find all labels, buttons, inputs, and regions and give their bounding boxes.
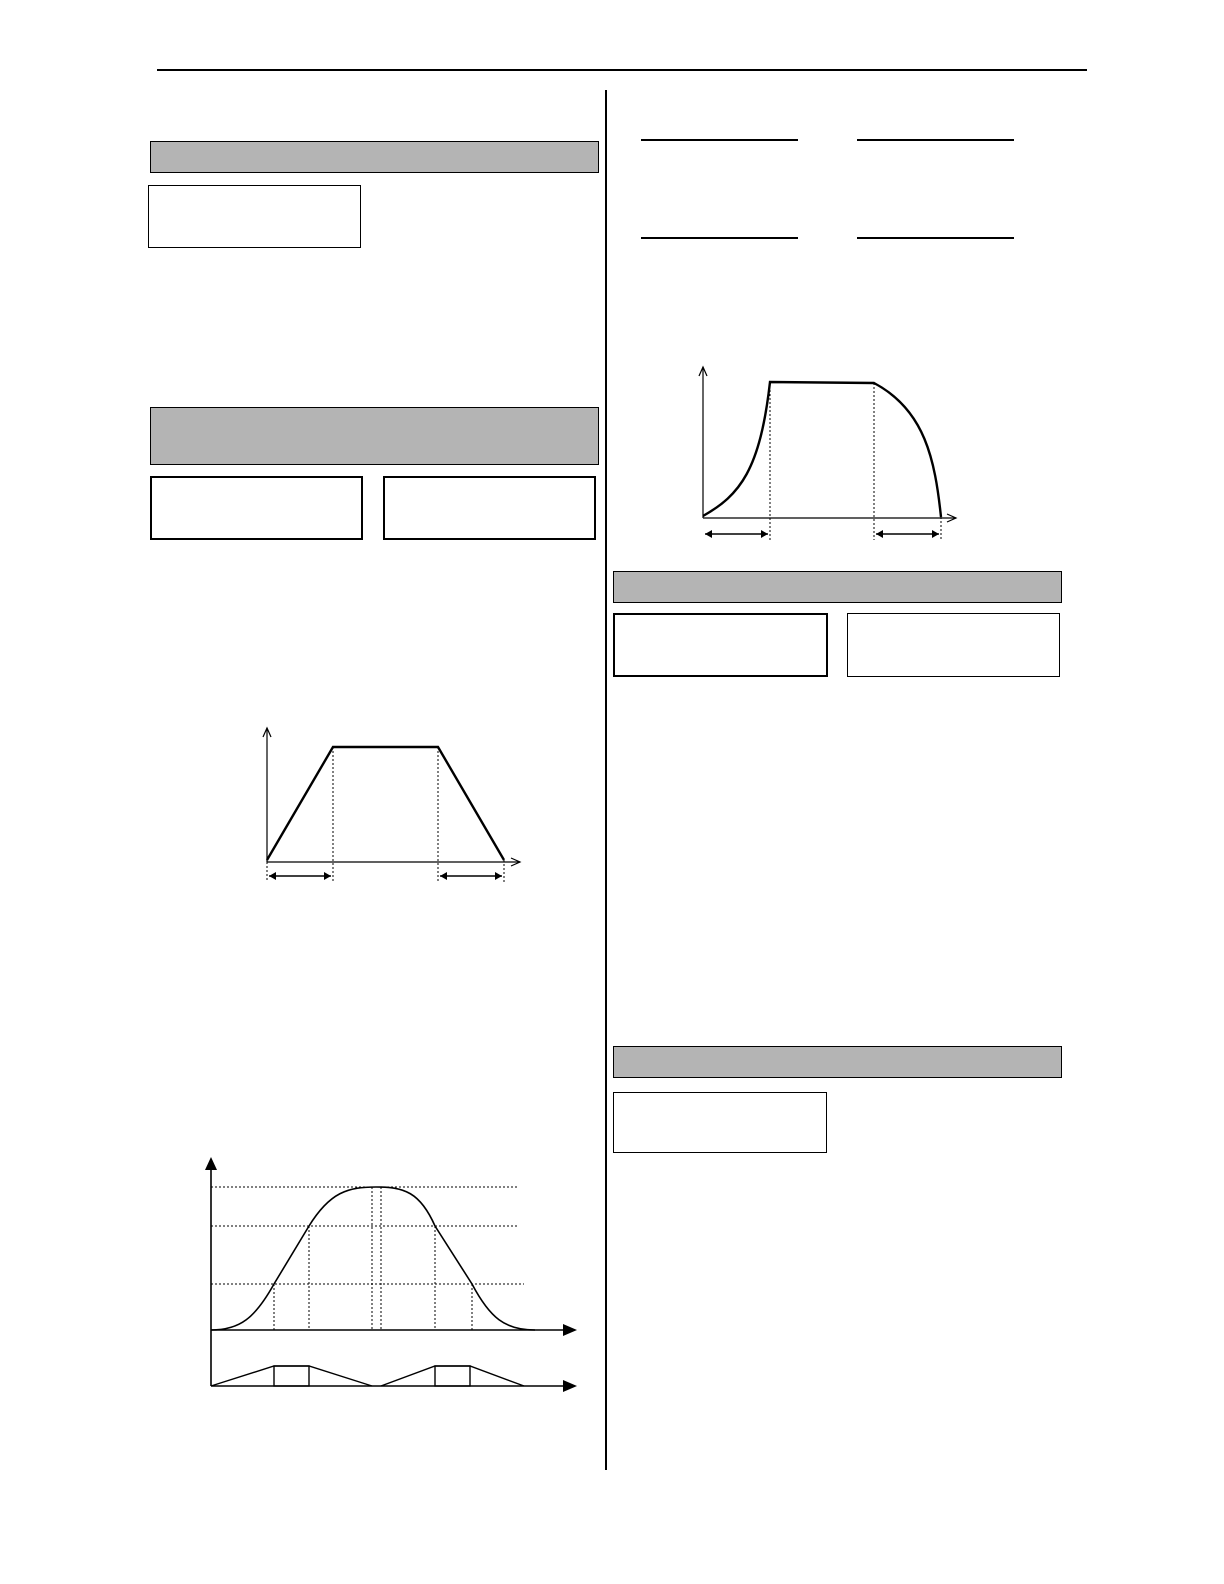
parameter-box [847,613,1060,677]
x-axis-arrow [563,1324,577,1336]
parameter-box [150,476,363,540]
curved-accel-decel-diagram [690,360,970,545]
column-divider [605,90,607,1470]
jerk-block [435,1366,470,1386]
jerk-block [274,1366,309,1386]
section-header-bar [613,571,1062,603]
header-rule [157,69,1087,71]
parameter-box [383,476,596,540]
s-curve-profile [211,1187,535,1330]
blank-field-line [641,237,798,239]
speed-profile-curve [703,382,941,517]
y-axis-arrow [205,1157,217,1170]
parameter-box [148,185,361,248]
blank-field-line [857,237,1014,239]
section-header-bar [150,407,599,465]
parameter-box [613,1092,827,1153]
blank-field-line [857,139,1014,141]
linear-accel-decel-diagram [250,720,540,890]
blank-field-line [641,139,798,141]
section-header-bar [150,141,599,173]
section-header-bar [613,1046,1062,1078]
parameter-box [613,613,828,677]
jerk-segment [211,1366,372,1386]
s-curve-timing-diagram [195,1150,585,1400]
jerk-segment [381,1366,524,1386]
lower-x-axis-arrow [563,1380,577,1392]
speed-profile-line [267,747,504,860]
